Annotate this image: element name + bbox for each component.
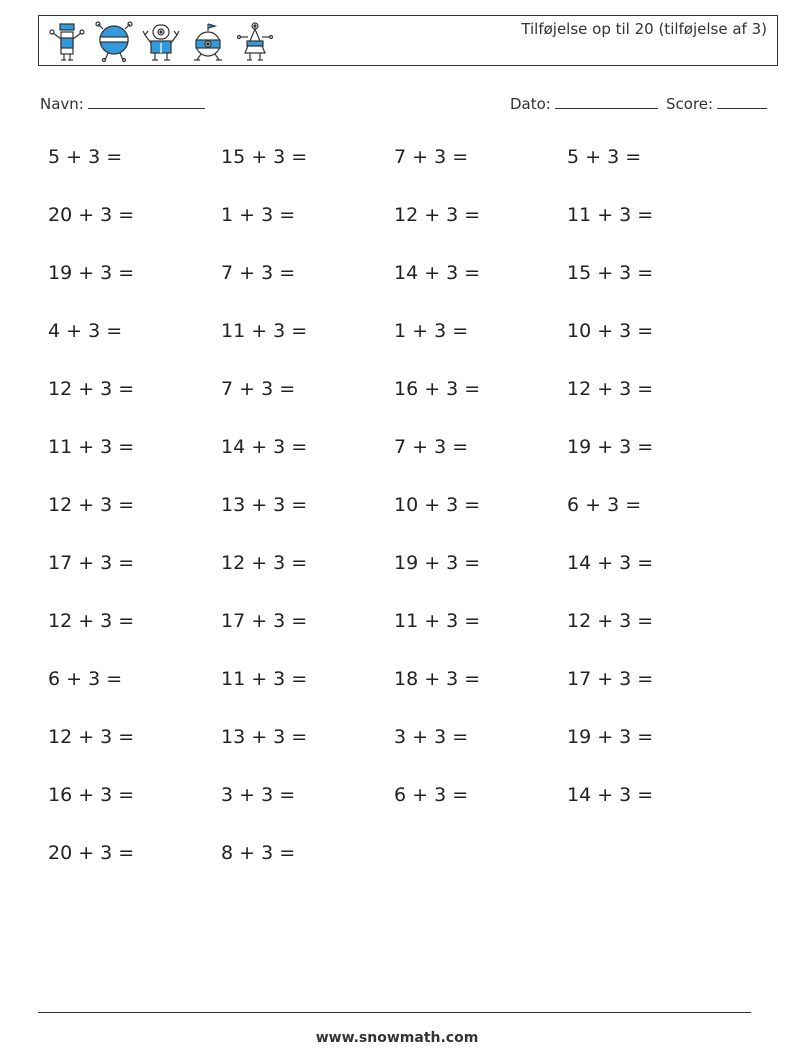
problem: 3 + 3 = xyxy=(221,784,296,806)
footer-divider xyxy=(38,1012,751,1013)
problem: 1 + 3 = xyxy=(394,320,469,342)
problem: 10 + 3 = xyxy=(567,320,654,342)
robot-5-icon xyxy=(235,21,275,63)
problem xyxy=(567,842,740,900)
problem: 17 + 3 = xyxy=(567,668,654,690)
robot-icons xyxy=(47,21,275,63)
problem: 12 + 3 = xyxy=(48,726,135,748)
date-field[interactable] xyxy=(510,93,658,113)
score-blank[interactable] xyxy=(717,93,767,109)
problem: 19 + 3 = xyxy=(567,436,654,458)
problem-row xyxy=(48,784,740,842)
problem: 3 + 3 = xyxy=(394,726,469,748)
problem: 17 + 3 = xyxy=(48,552,135,574)
problem: 13 + 3 = xyxy=(221,494,308,516)
problem: 5 + 3 = xyxy=(567,146,642,168)
problem: 11 + 3 = xyxy=(48,436,135,458)
problem: 7 + 3 = xyxy=(221,378,296,400)
problem: 19 + 3 = xyxy=(394,552,481,574)
problem: 8 + 3 = xyxy=(221,842,296,864)
problem: 14 + 3 = xyxy=(221,436,308,458)
problem-row xyxy=(48,726,740,784)
problem: 4 + 3 = xyxy=(48,320,123,342)
problem-row xyxy=(48,552,740,610)
problem: 11 + 3 = xyxy=(394,610,481,632)
problem: 6 + 3 = xyxy=(567,494,642,516)
problem-row xyxy=(48,320,740,378)
problem: 20 + 3 = xyxy=(48,842,135,864)
problem: 7 + 3 = xyxy=(221,262,296,284)
problem-row xyxy=(48,842,740,900)
problem: 12 + 3 = xyxy=(48,378,135,400)
problem: 14 + 3 = xyxy=(567,552,654,574)
name-label: Navn: xyxy=(40,95,84,113)
problem: 13 + 3 = xyxy=(221,726,308,748)
problem xyxy=(394,842,567,900)
problem-row xyxy=(48,262,740,320)
problem-row xyxy=(48,436,740,494)
problem: 11 + 3 = xyxy=(567,204,654,226)
problem: 14 + 3 = xyxy=(394,262,481,284)
footer-url[interactable]: www.snowmath.com xyxy=(315,1030,479,1046)
worksheet-title: Tilføjelse op til 20 (tilføjelse af 3) xyxy=(521,20,767,38)
problem: 20 + 3 = xyxy=(48,204,135,226)
name-field[interactable] xyxy=(40,93,205,113)
date-blank[interactable] xyxy=(555,93,658,109)
robot-3-icon xyxy=(141,21,181,63)
problem: 5 + 3 = xyxy=(48,146,123,168)
problem-row xyxy=(48,378,740,436)
score-label: Score: xyxy=(666,95,714,113)
problem: 10 + 3 = xyxy=(394,494,481,516)
problem: 14 + 3 = xyxy=(567,784,654,806)
problem: 16 + 3 = xyxy=(394,378,481,400)
problem: 11 + 3 = xyxy=(221,668,308,690)
problem: 19 + 3 = xyxy=(48,262,135,284)
problem: 6 + 3 = xyxy=(48,668,123,690)
problem: 12 + 3 = xyxy=(567,378,654,400)
problem: 19 + 3 = xyxy=(567,726,654,748)
robot-2-icon xyxy=(94,21,134,63)
problem: 12 + 3 = xyxy=(394,204,481,226)
problem: 12 + 3 = xyxy=(567,610,654,632)
header-box xyxy=(38,15,778,66)
problem: 11 + 3 = xyxy=(221,320,308,342)
problem: 7 + 3 = xyxy=(394,146,469,168)
problem: 15 + 3 = xyxy=(221,146,308,168)
robot-4-icon xyxy=(188,21,228,63)
problem-grid xyxy=(48,146,740,900)
problem-row xyxy=(48,204,740,262)
problem-row xyxy=(48,146,740,204)
problem: 12 + 3 = xyxy=(48,610,135,632)
problem: 12 + 3 = xyxy=(48,494,135,516)
problem: 6 + 3 = xyxy=(394,784,469,806)
robot-1-icon xyxy=(47,21,87,63)
problem: 18 + 3 = xyxy=(394,668,481,690)
score-field[interactable] xyxy=(666,93,767,113)
problem: 17 + 3 = xyxy=(221,610,308,632)
problem-row xyxy=(48,668,740,726)
problem: 15 + 3 = xyxy=(567,262,654,284)
problem-row xyxy=(48,494,740,552)
problem: 12 + 3 = xyxy=(221,552,308,574)
problem: 1 + 3 = xyxy=(221,204,296,226)
name-blank[interactable] xyxy=(88,93,205,109)
date-label: Dato: xyxy=(510,95,551,113)
problem: 16 + 3 = xyxy=(48,784,135,806)
problem-row xyxy=(48,610,740,668)
problem: 7 + 3 = xyxy=(394,436,469,458)
